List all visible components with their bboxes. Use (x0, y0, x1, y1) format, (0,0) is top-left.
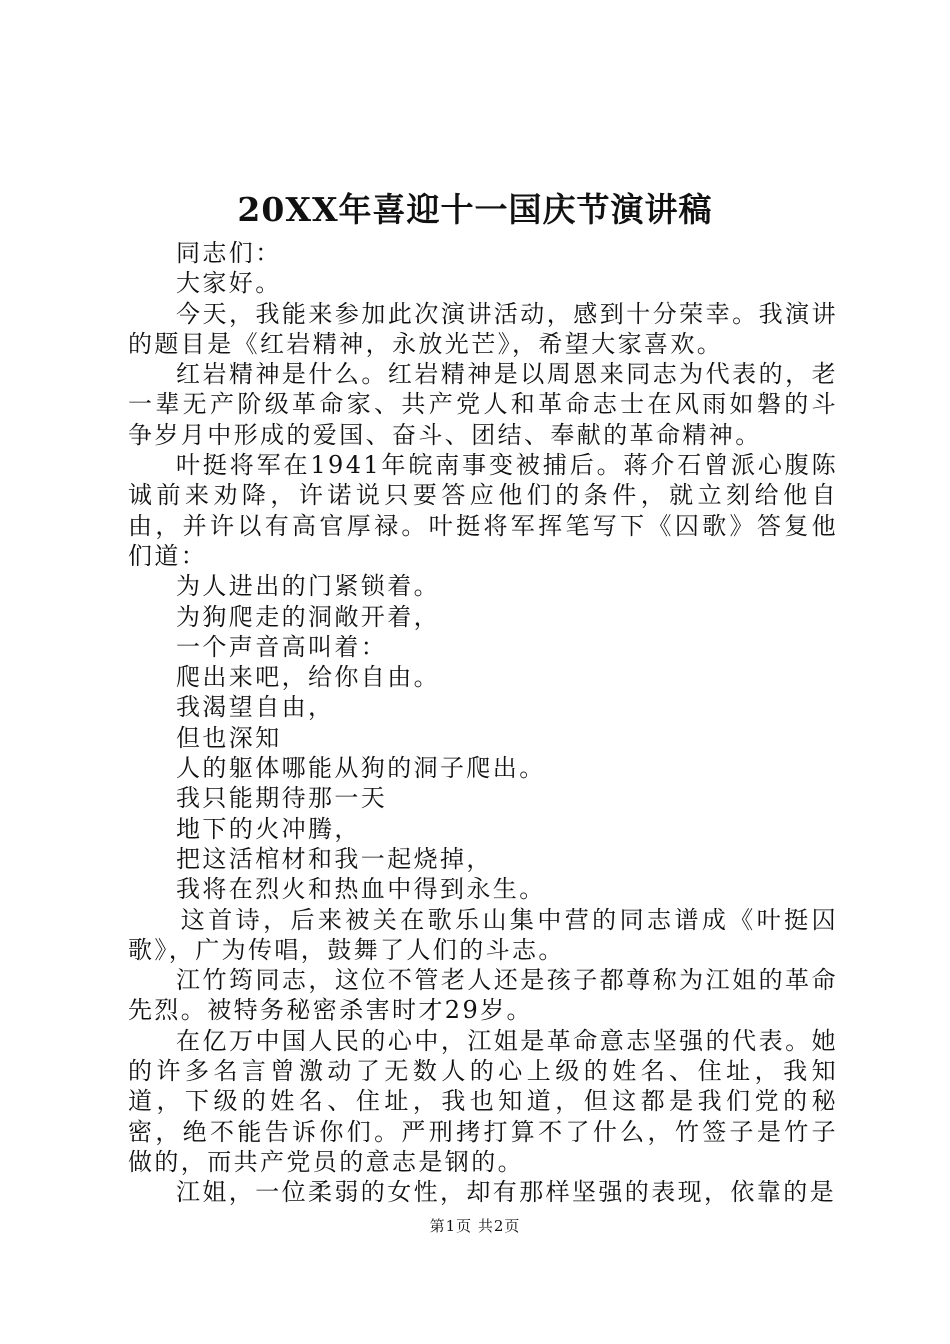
poem-line: 我只能期待那一天 (176, 784, 388, 813)
poem-line: 人的躯体哪能从狗的洞子爬出。 (176, 754, 546, 783)
poem-line: 爬出来吧，给你自由。 (176, 663, 440, 692)
paragraph: 江姐，一位柔弱的女性，却有那样坚强的表现，依靠的是 (176, 1178, 836, 1207)
poem-line: 地下的火冲腾， (176, 814, 361, 843)
document-body (128, 238, 838, 1208)
paragraph: 红岩精神是什么。红岩精神是以周恩来同志为代表的，老一辈无产阶级革命家、共产党人和革命志士在风雨如磐的斗争岁月中形成的爱国、奋斗、团结、奉献的革命精神。 (128, 360, 838, 449)
poem-line: 一个声音高叫着： (176, 632, 388, 661)
paragraph: 在亿万中国人民的心中，江姐是革命意志坚强的代表。她的许多名言曾激动了无数人的心上级的姓名、住址，我知道，下级的姓名、住址，我也知道，但这都是我们党的秘密，绝不能告诉你们。严刑拷打算不了什么，竹签子是竹子做的，而共产党员的意志是钢的。 (128, 1026, 838, 1176)
poem-line: 把这活棺材和我一起烧掉， (176, 844, 493, 873)
paragraph: 大家好。 (176, 269, 282, 298)
poem-line: 但也深知 (176, 723, 282, 752)
poem-line: 我将在烈火和热血中得到永生。 (176, 875, 546, 904)
paragraph: 这首诗，后来被关在歌乐山集中营的同志谱成《叶挺囚歌》，广为传唱，鼓舞了人们的斗志。 (128, 905, 838, 964)
paragraph: 叶挺将军在1941年皖南事变被捕后。蒋介石曾派心腹陈诚前来劝降，许诺说只要答应他们的条件，就立刻给他自由，并许以有高官厚禄。叶挺将军挥笔写下《囚歌》答复他们道： (128, 451, 838, 570)
page-number-footer: 第1页 共2页 (429, 1217, 521, 1235)
paragraph: 同志们： (176, 239, 282, 267)
paragraph: 今天，我能来参加此次演讲活动，感到十分荣幸。我演讲的题目是《红岩精神，永放光芒》，希望大家喜欢。 (128, 299, 838, 358)
document-title: 20XX年喜迎十一国庆节演讲稿 (237, 190, 713, 229)
poem-line: 我渴望自由， (176, 693, 335, 722)
paragraph: 江竹筠同志，这位不管老人还是孩子都尊称为江姐的革命先烈。被特务秘密杀害时才29岁。 (128, 966, 838, 1025)
poem-line: 为狗爬走的洞敞开着， (176, 602, 440, 631)
poem-line: 为人进出的门紧锁着。 (176, 572, 440, 601)
